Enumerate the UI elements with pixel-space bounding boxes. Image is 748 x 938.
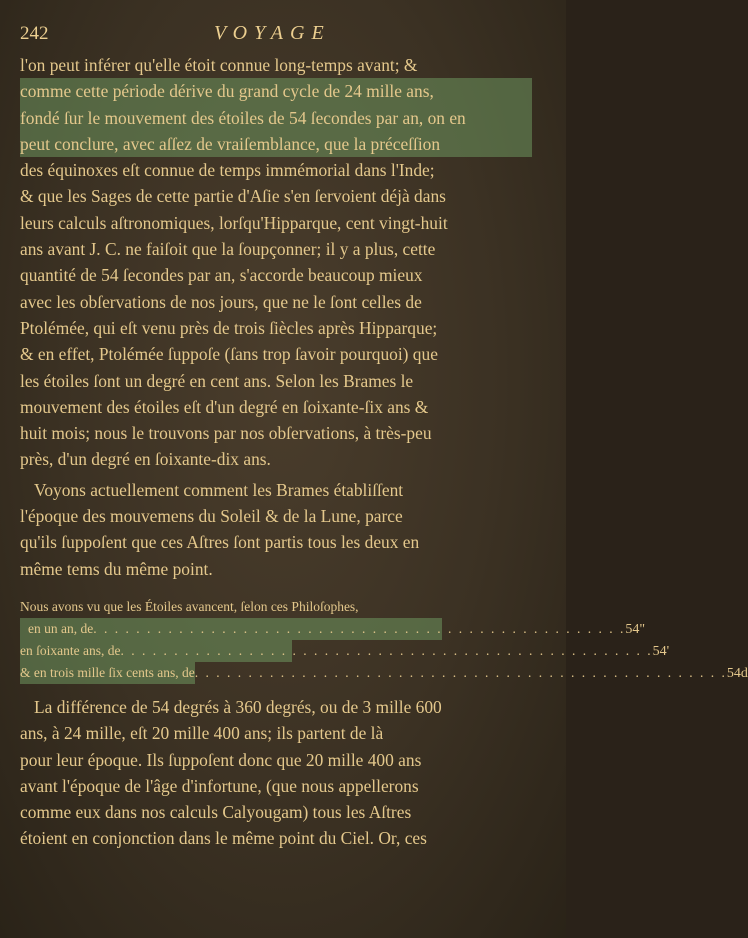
text-line: l'on peut inférer qu'elle étoit connue long-temps avant; & <box>20 55 418 75</box>
row-value: 54d <box>726 665 748 681</box>
text-line: des équinoxes eſt connue de temps immémorial dans l'Inde; <box>20 160 435 181</box>
text-line: Ptolémée, qui eſt venu près de trois ſiècles après Hipparque; <box>20 317 438 338</box>
row-value: 54' <box>652 643 670 659</box>
text-line: Voyons actuellement comment les Brames établiſſent <box>34 479 404 500</box>
text-line: mouvement des étoiles eſt d'un degré en ſoixante-ſix ans & <box>20 396 429 417</box>
text-line: avant l'époque de l'âge d'infortune, (que nous appellerons <box>20 775 419 796</box>
dot-leader: . . . . . . . . . . . . . . . . . . . . . . . . . . . . . . . . . . . . . . . . . . . . . . . . . . <box>120 642 653 658</box>
text-line: fondé ſur le mouvement des étoiles de 54 ſecondes par an, on en <box>20 105 532 131</box>
precession-table <box>20 596 748 684</box>
running-head: VOYAGE <box>214 22 331 44</box>
text-line: La différence de 54 degrés à 360 degrés, ou de 3 mille 600 <box>34 696 442 717</box>
row-label: & en trois mille ſix cents ans, de <box>20 662 195 684</box>
row-label: en un an, de <box>28 620 94 636</box>
paragraph-1 <box>20 52 532 473</box>
text-line: leurs calculs aſtronomiques, lorſqu'Hipparque, cent vingt-huit <box>20 212 448 233</box>
page-header <box>20 22 532 48</box>
dot-leader: . . . . . . . . . . . . . . . . . . . . . . . . . . . . . . . . . . . . . . . . . . . . . . . . . . <box>194 664 727 680</box>
text-line: comme eux dans nos calculs Calyougam) tous les Aſtres <box>20 802 412 823</box>
text-line: près, d'un degré en ſoixante-dix ans. <box>20 449 271 470</box>
text-line: l'époque des mouvemens du Soleil & de la Lune, parce <box>20 506 403 527</box>
text-line: quantité de 54 ſecondes par an, s'accorde beaucoup mieux <box>20 265 423 286</box>
text-line: les étoiles ſont un degré en cent ans. Selon les Brames le <box>20 370 414 391</box>
table-intro: Nous avons vu que les Étoiles avancent, ſelon ces Philoſophes, <box>20 598 359 614</box>
table-row <box>20 618 646 640</box>
text-line: avec les obſervations de nos jours, que ne le ſont celles de <box>20 291 422 312</box>
table-row <box>20 662 748 684</box>
page-number: 242 <box>20 23 49 44</box>
paragraph-2 <box>20 477 532 582</box>
text-line: peut conclure, avec aſſez de vraiſemblance, que la préceſſion <box>20 131 532 157</box>
text-line: qu'ils ſuppoſent que ces Aſtres ſont partis tous les deux en <box>20 532 420 553</box>
text-line: huit mois; nous le trouvons par nos obſervations, à très-peu <box>20 423 432 444</box>
text-line: ans, à 24 mille, eſt 20 mille 400 ans; ils partent de là <box>20 723 384 744</box>
row-value: 54" <box>625 621 646 637</box>
text-line: & en effet, Ptolémée ſuppoſe (ſans trop ſavoir pourquoi) que <box>20 344 438 365</box>
text-line: pour leur époque. Ils ſuppoſent donc que 20 mille 400 ans <box>20 749 422 770</box>
text-line: comme cette période dérive du grand cycle de 24 mille ans, <box>20 78 532 104</box>
text-line: étoient en conjonction dans le même point du Ciel. Or, ces <box>20 828 427 849</box>
row-label: en ſoixante ans, de <box>20 642 121 658</box>
paragraph-3 <box>20 694 532 852</box>
table-row <box>20 640 670 662</box>
text-line: même tems du même point. <box>20 558 213 579</box>
dot-leader: . . . . . . . . . . . . . . . . . . . . . . . . . . . . . . . . . . . . . . . . . . . . . . . . . . <box>93 620 626 636</box>
text-line: & que les Sages de cette partie d'Aſie s'en ſervoient déjà dans <box>20 186 446 207</box>
text-line: ans avant J. C. ne faiſoit que la ſoupçonner; il y a plus, cette <box>20 239 436 260</box>
